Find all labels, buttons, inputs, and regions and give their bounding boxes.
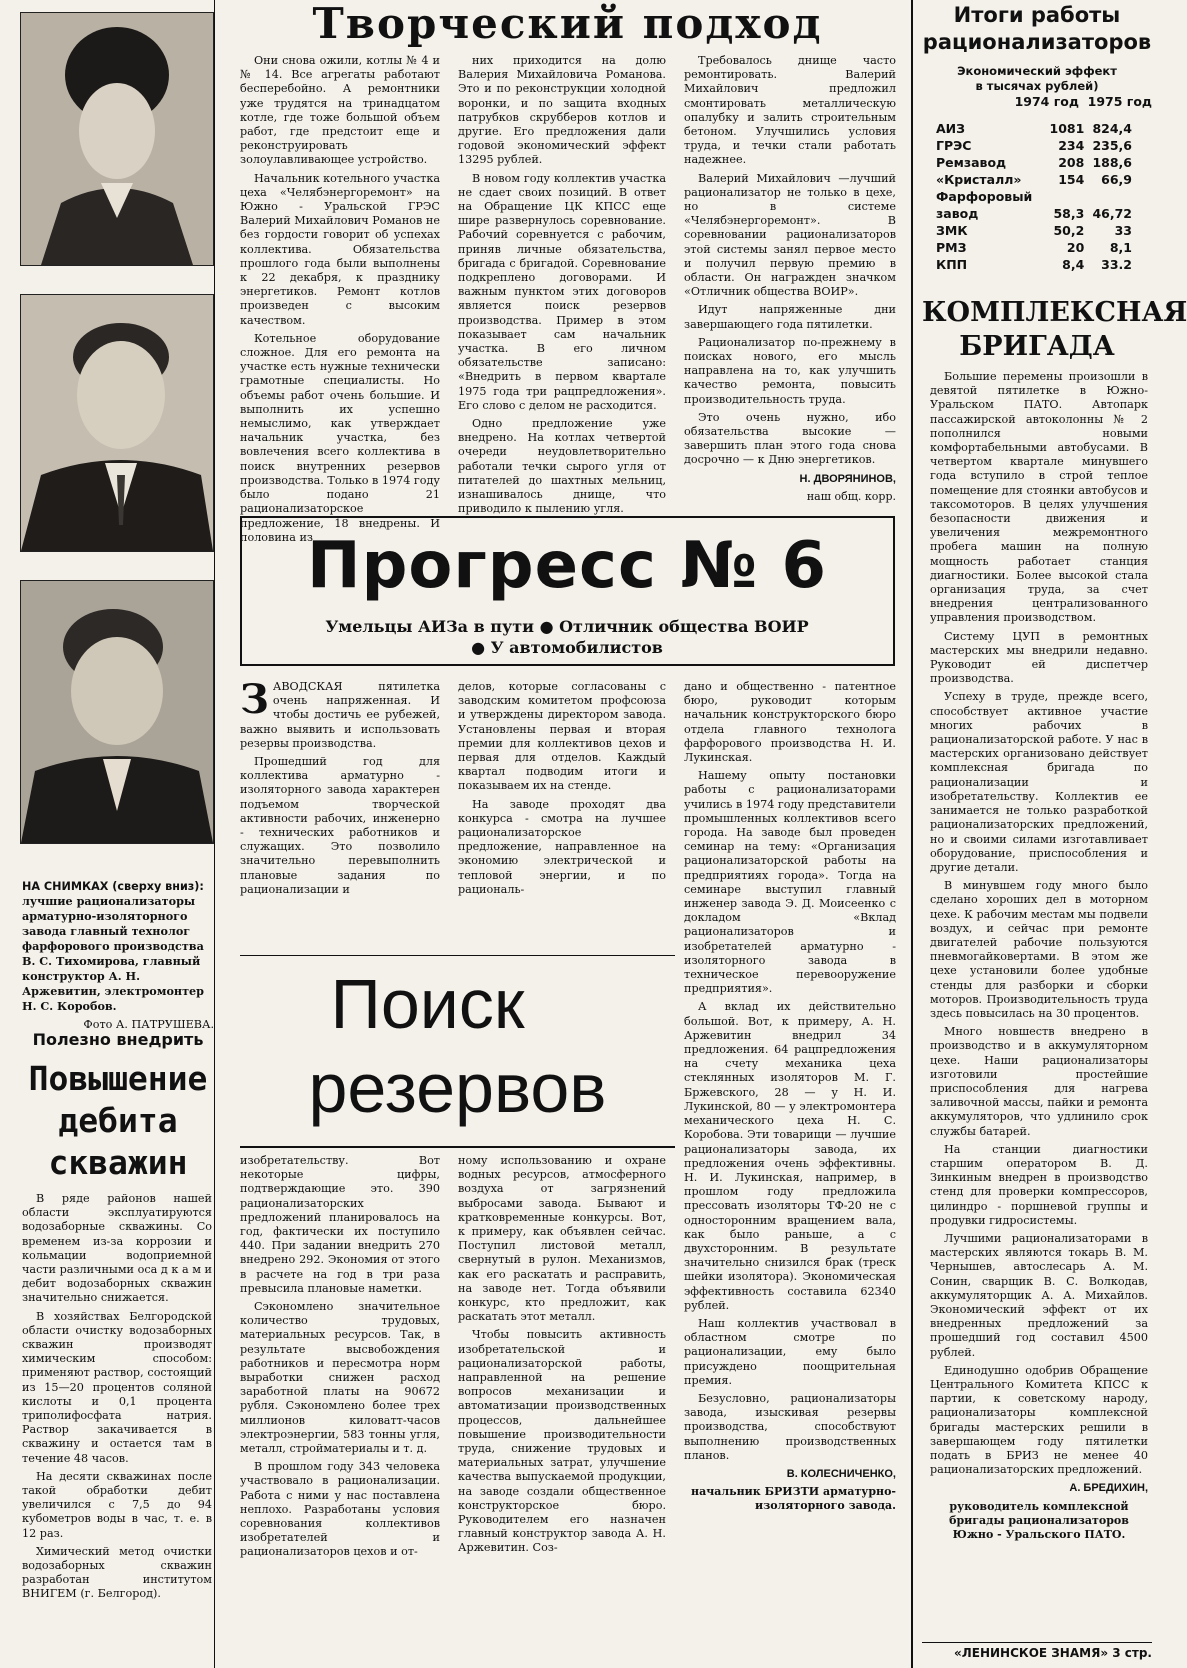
brigade-title-line-1: КОМПЛЕКСНАЯ [922,297,1187,328]
top-paragraph: Рационализатор по-прежнему в поисках нового, его мысль направлена на то, как улучшить качество ремонта, повысить производительность труда. [684,335,896,406]
stats-table [934,120,1134,273]
brigade-signature-role: руководитель комплексной бригады рационализаторов Южно - Уральского ПАТО. [949,1499,1129,1542]
poisk-paragraph: изобретательству. Вот некоторые цифры, подтверждающие это. 390 рационализаторских предложений планировалось на год, фактически их поступило 440. При задании внедрить 270 внедрено 292. Экономия от этого в расчете на год в три раза превысила плановые наметки. [240,1154,440,1295]
top-article-col-1 [240,54,440,544]
stats-value-1974 [1044,188,1086,205]
poisk-col-1 [240,1154,440,1664]
top-paragraph: В новом году коллектив участка не сдает своих позиций. В ответ на Обращение ЦК КПСС еще шире развернулось соревнование. Рабочий соревнуется с рабочим, приняв личные обязательства, бригада с бригадой. Соревнование подкреплено договорами. И важным пунктом этих договоров является поиск резервов производства. Пример в этом показывает сам начальник участка. В его личном обязательстве записано: «Внедрить в первом квартале 1975 года три рацпредложения». Его слово с делом не расходится. [458,171,666,412]
stats-org: «Кристалл» [936,172,1022,187]
top-paragraph: Идут напряженные дни завершающего года пятилетки. [684,303,896,331]
left-article-kicker: Полезно внедрить [32,1030,204,1049]
stats-title-line-2: рационализаторов [922,30,1152,54]
photo-credit: Фото А. ПАТРУШЕВА. [83,1018,214,1031]
brigade-paragraph: Систему ЦУП в ремонтных мастерских мы внедрили недавно. Руководит ей диспетчер производства. [930,629,1148,686]
stats-value-1974: 20 [1066,240,1085,255]
stats-org: КПП [936,257,968,272]
stats-row [934,137,1134,154]
top-paragraph: Одно предложение уже внедрено. На котлах четвертой очереди неудовлетворительно работали течки сырого угля от питателей до шахтных мельниц, изнашивалось днище, что приводило к пылению угля. [458,417,666,516]
stats-row [934,205,1134,222]
left-paragraph: В хозяйствах Белгородской области очистку водозаборных скважин производят химическим способом: применяют раствор, состоящий из 15—20 процентов соляной кислоты и 0,1 процента триполифосфата натрия. Раствор закачивается в скважину и остается там в течение 48 часов. [22,1309,212,1465]
stats-value-1974: 234 [1058,138,1085,153]
brigade-signature-name: А. БРЕДИХИН, [1069,1482,1148,1495]
poisk-paragraph: ному использованию и охране водных ресурсов, атмосферного воздуха от загрязнений выбросами завода. Бывают и кратковременные конкурсы. Вот, к примеру, как объявлен сейчас. Поступил листовой металл, свернутый в рулон. Механизмов, как его раскатать и расправить, на заводе нет. Тогда объявили конкурс, кто предложит, как раскатать этот металл. [458,1154,666,1324]
brigade-paragraph: На станции диагностики старшим оператором В. Д. Зинкиным внедрен в производство стенд для проверки компрессоров, цилиндро - поршневой группы и продувки гидросистемы. [930,1142,1148,1227]
brigade-title [922,296,1187,364]
stats-row [934,222,1134,239]
poisk-paragraph: В прошлом году 343 человека участвовало в рационализации. Работа с ними у нас поставлена неплохо. Разработаны условия соревнования коллективов изобретателей и рационализаторов цехов и от- [240,1460,440,1559]
top-article-col-3 [684,54,896,510]
stats-row [934,171,1134,188]
drop-cap: З [240,676,269,723]
brigade-body [930,370,1148,1640]
poisk-title [240,962,675,1142]
brigade-paragraph: Единодушно одобрив Обращение Центрального Комитета КПСС к партии, к советскому народу, рационализаторы комплексной бригады мастерских решили в завершающем году пятилетки подать в БРИЗ не менее 40 рационализаторских предложений. [930,1363,1148,1477]
stats-subtitle-line-1: Экономический эффект [957,64,1117,78]
main-article-col-3 [684,680,896,1660]
stats-value-1975 [1086,188,1134,205]
left-paragraph: На десяти скважинах после такой обработки дебит увеличился с 7,5 до 94 кубометров воды в час, т. е. в 12 раз. [22,1469,212,1540]
top-signature-role: наш общ. корр. [806,489,896,503]
banner-subtitle [244,616,890,658]
brigade-paragraph: Большие перемены произошли в девятой пятилетке в Южно-Уральском ПАТО. Автопарк пассажирской автоколонны № 2 пополнился новыми комфортабельными автобусами. В четвертом квартале минувшего года вступило в строй теплое помещение для стоянки автобусов и таксомоторов. В целях улучшения безопасности движения и увеличения межремонтного пробега машин на полную мощность работает станция диагностики. Более высокой стала организация труда, за счет внедрения централизованного управления производством. [930,370,1148,625]
photo-tikhomirova [20,12,214,266]
stats-row [934,256,1134,273]
stats-org: Фарфоровый [936,189,1033,204]
stats-value-1975: 33.2 [1101,257,1132,272]
top-paragraph: Валерий Михайлович —лучший рационализатор не только в цехе, но в системе «Челябэнергоремонт». В соревновании рационализаторов этой системы занял первое место и получил первую премию в области. Он награжден значком «Отличник общества ВОИР». [684,171,896,299]
poisk-title-line-1: Поиск [330,965,525,1043]
main-article-col-2 [458,680,666,950]
poisk-paragraph: Чтобы повысить активность изобретательской и рационализаторской работы, направленной на решение вопросов механизации и автоматизации производственных процессов, дальнейшее повышение производительности труда, снижение трудовых и материальных затрат, улучшение качества выпускаемой продукции, на заводе создали общественное конструкторское бюро. Руководителем его назначен главный конструктор завода А. Н. Аржевитин. Соз- [458,1328,666,1555]
photo-caption [22,880,214,1032]
banner-rule-right [893,516,895,666]
brigade-paragraph: В минувшем году много было сделано хороших дел в моторном цехе. К рабочим местам мы подвели воздух, и сейчас при ремонте двигателей рабочие пользуются пневмогайковертами. В этом же цехе установили более удобные стенды для разборки и сборки моторов. Производительность труда здесь повысилась на 30 процентов. [930,879,1148,1020]
stats-org: АИЗ [936,121,966,136]
stats-years [922,94,1152,109]
main-paragraph: Нашему опыту постановки работы с рационализаторами учились в 1974 году представители промышленных коллективов всего города. На заводе был проведен семинар на тему: «Организация рационализаторской работы на предприятиях города». Тогда на семинаре выступил главный инженер завода Э. Д. Моисеенко с докладом «Вклад рационализаторов и изобретателей арматурно - изоляторного завода в техническое перевооружение предприятия». [684,769,896,996]
stats-value-1975: 824,4 [1092,121,1132,136]
page-footer: «ЛЕНИНСКОЕ ЗНАМЯ» 3 стр. [954,1646,1152,1660]
banner-subtitle-line-1: Умельцы АИЗа в пути ● Отличник общества ВОИР [325,617,809,636]
stats-value-1975: 188,6 [1092,155,1132,170]
top-paragraph: них приходится на долю Валерия Михайловича Романова. Это и по реконструкции холодной воронки, и по защита входных патрубков скрубберов котлов и другие. Его предложения дали годовой экономический эффект 13295 рублей. [458,54,666,167]
banner-subtitle-line-2: ● У автомобилистов [471,638,663,657]
main-first-paragraph [240,676,440,751]
stats-value-1974: 8,4 [1062,257,1085,272]
stats-org: Ремзавод [936,155,1007,170]
poisk-title-line-2: резервов [308,1049,607,1127]
left-title-line-2: дебита [58,1101,178,1140]
stats-row [934,120,1134,137]
main-paragraph: дано и общественно - патентное бюро, руководит которым начальник конструкторского бюро отдела главного технолога фарфорового производства Н. И. Лукинская. [684,680,896,765]
stats-value-1974: 58,3 [1053,206,1085,221]
stats-value-1975: 66,9 [1101,172,1132,187]
top-article-title: Творческий подход [312,0,823,48]
photo-korobov [20,580,214,844]
left-title-line-3: скважин [48,1143,188,1182]
stats-org: ГРЭС [936,138,972,153]
stats-value-1974: 208 [1058,155,1085,170]
top-paragraph: Требовалось днище часто ремонтировать. Валерий Михайлович предложил смонтировать металлическую опалубку и залить строительным бетоном. Улучшились условия труда, и течки стали работать надежнее. [684,54,896,167]
stats-row [934,188,1134,205]
top-article-col-2 [458,54,666,516]
brigade-paragraph: Лучшими рационализаторами в мастерских являются токарь В. М. Чернышев, автослесарь А. М. Сонин, сварщик В. С. Волкодав, аккумуляторщик А. А. Михайлов. Экономический эффект от их внедренных предложений за прошедший год составил 4500 рублей. [930,1231,1148,1359]
left-paragraph: В ряде районов нашей области эксплуатируются водозаборные скважины. Со временем из-за коррозии и кольмации водоприемной части различными оса д к а м и дебит водозаборных скважин значительно снижается. [22,1192,212,1305]
photo-caption-text: лучшие рационализаторы арматурно-изоляторного завода главный технолог фарфорового производства В. С. Тихомирова, главный конструктор А. Н. Аржевитин, электромонтер Н. С. Коробов. [22,894,204,1013]
stats-subtitle [922,64,1152,109]
footer-rule [922,1642,1152,1643]
main-paragraph: На заводе проходят два конкурса - смотра на лучшее рационализаторское предложение, направленное на экономию электрической и тепловой энергии, и по рациональ- [458,797,666,896]
stats-value-1974: 1081 [1049,121,1085,136]
stats-value-1974: 50,2 [1053,223,1085,238]
main-paragraph: Безусловно, рационализаторы завода, изыскивая резервы производства, способствуют выполнению производственных планов. [684,1391,896,1462]
year-1974: 1974 год [1014,94,1079,109]
stats-value-1975: 8,1 [1109,240,1132,255]
column-rule-right [911,0,913,1668]
main-paragraph: делов, которые согласованы с заводским комитетом профсоюза и утверждены директором завода. Установлены первая и вторая премии для коллективов цехов и первая для отделов. Каждый квартал подводим итоги и показываем их на стенде. [458,680,666,793]
main-paragraph: А вклад их действительно большой. Вот, к примеру, А. Н. Аржевитин внедрил 34 предложения. 64 рацпредложения на счету механика цеха стеклянных изоляторов М. Г. Бржевского, 28 — у Н. И. Лукинской, 80 — у электромонтера механического цеха Н. С. Коробова. Эти товарищи — лучшие рационализаторы завода, их предложения очень эффективны. Н. И. Лукинская, например, в прошлом году предложила прессовать изоляторы ТФ-20 не с односторонним вращением вала, как было раньше, а с двухсторонним. В результате значительно снизился брак (треск шейки изолятора). Экономическая эффективность составила 62340 рублей. [684,1000,896,1312]
poisk-rule-top [240,955,675,956]
brigade-paragraph: Много новшеств внедрено в производство и в аккумуляторном цехе. Наши рационализаторы изготовили простейшие приспособления для нагрева заливочной массы, пайки и ремонта аккумуляторов, что удлинило срок службы батарей. [930,1025,1148,1138]
poisk-paragraph: Сэкономлено значительное количество трудовых, материальных ресурсов. Так, в результате высвобождения работников и пересмотра норм выработки снижен расход заработной платы на 90672 рубля. Сэкономлено более трех миллионов киловатт-часов электроэнергии, 583 тонны угля, металл, стройматериалы и т. д. [240,1300,440,1456]
stats-org: завод [936,206,979,221]
main-first-text: АВОДСКАЯ пятилетка очень напряженная. И чтобы достичь ее рубежей, важно выявить и использовать резервы производства. [240,680,440,750]
stats-subtitle-line-2: в тысячах рублей) [975,79,1099,93]
poisk-col-2 [458,1154,666,1664]
banner-rule-bottom [240,664,895,666]
top-paragraph: Начальник котельного участка цеха «Челябэнергоремонт» на Южно - Уральской ГРЭС Валерий Михайлович Романов не без гордости говорит об успехах коллектива. Обязательства прошлого года были выполнены к 22 декабря, к празднику энергетиков. Ремонт котлов произведен с высоким качеством. [240,171,440,327]
left-paragraph: Химический метод очистки водозаборных скважин разработан институтом ВНИГЕМ (г. Белгород). [22,1544,212,1601]
main-paragraph: Прошедший год для коллектива арматурно - изоляторного завода характерен подъемом творческой активности рабочих, инженерно - технических работников и служащих. Это позволило значительно перевыполнить плановые задания по рационализации и [240,755,440,896]
stats-value-1975: 235,6 [1092,138,1132,153]
main-paragraph: Наш коллектив участвовал в областном смотре по рационализации, ему было присуждено поощрительная премия. [684,1316,896,1387]
year-1975: 1975 год [1087,94,1152,109]
main-signature-role: начальник БРИЗТИ арматурно-изоляторного завода. [691,1485,896,1513]
top-paragraph: Котельное оборудование сложное. Для его ремонта на участке есть нужные технически грамотные специалисты. Но объемы работ очень большие. И выполнить их успешно немыслимо, как утверждает начальник участка, без вовлечения всего коллектива в поиск внутренних резервов производства. Только в 1974 году было подано 21 рационализаторское предложение, 18 внедрены. И половина из [240,331,440,544]
top-paragraph: Они снова ожили, котлы № 4 и № 14. Все агрегаты работают бесперебойно. А ремонтники уже трудятся на тринадцатом котле, где тоже большой объем работ, где предстоит еще и реконструировать золоулавливающее устройство. [240,54,440,167]
left-article-title [22,1058,214,1184]
main-signature-name: В. КОЛЕСНИЧЕНКО, [786,1467,896,1480]
main-article-col-1 [240,676,440,950]
brigade-paragraph: Успеху в труде, прежде всего, способствует активное участие многих рабочих в рационализаторской работе. У нас в мастерских организовано действует комплексная бригада по рационализации и изобретательству. Коллектив ее занимается не только разработкой рационализаторских предложений, но и своими силами изготавливает оборудование, приспособления и другие детали. [930,690,1148,874]
stats-title [922,2,1152,56]
column-rule-left [214,0,215,1668]
photo-caption-lead: НА СНИМКАХ (сверху вниз): [22,880,204,893]
stats-value-1975: 33 [1114,223,1132,238]
brigade-title-line-2: БРИГАДА [959,331,1115,362]
top-signature-name: Н. ДВОРЯНИНОВ, [799,472,896,485]
stats-org: РМЗ [936,240,967,255]
stats-value-1975: 46,72 [1092,206,1132,221]
left-title-line-1: Повышение [28,1059,208,1098]
stats-value-1974: 154 [1058,172,1085,187]
stats-row [934,154,1134,171]
stats-org: ЗМК [936,223,968,238]
stats-row [934,239,1134,256]
stats-table-wrap [934,120,1134,273]
stats-title-line-1: Итоги работы [953,3,1121,27]
photo-arzhevitin [20,294,214,552]
banner-title: Прогресс № 6 [307,529,827,603]
top-paragraph: Это очень нужно, ибо обязательства высокие — завершить план этого года снова досрочно — к Дню энергетиков. [684,410,896,467]
poisk-rule-bottom [240,1146,675,1148]
left-article-body [22,1192,212,1660]
